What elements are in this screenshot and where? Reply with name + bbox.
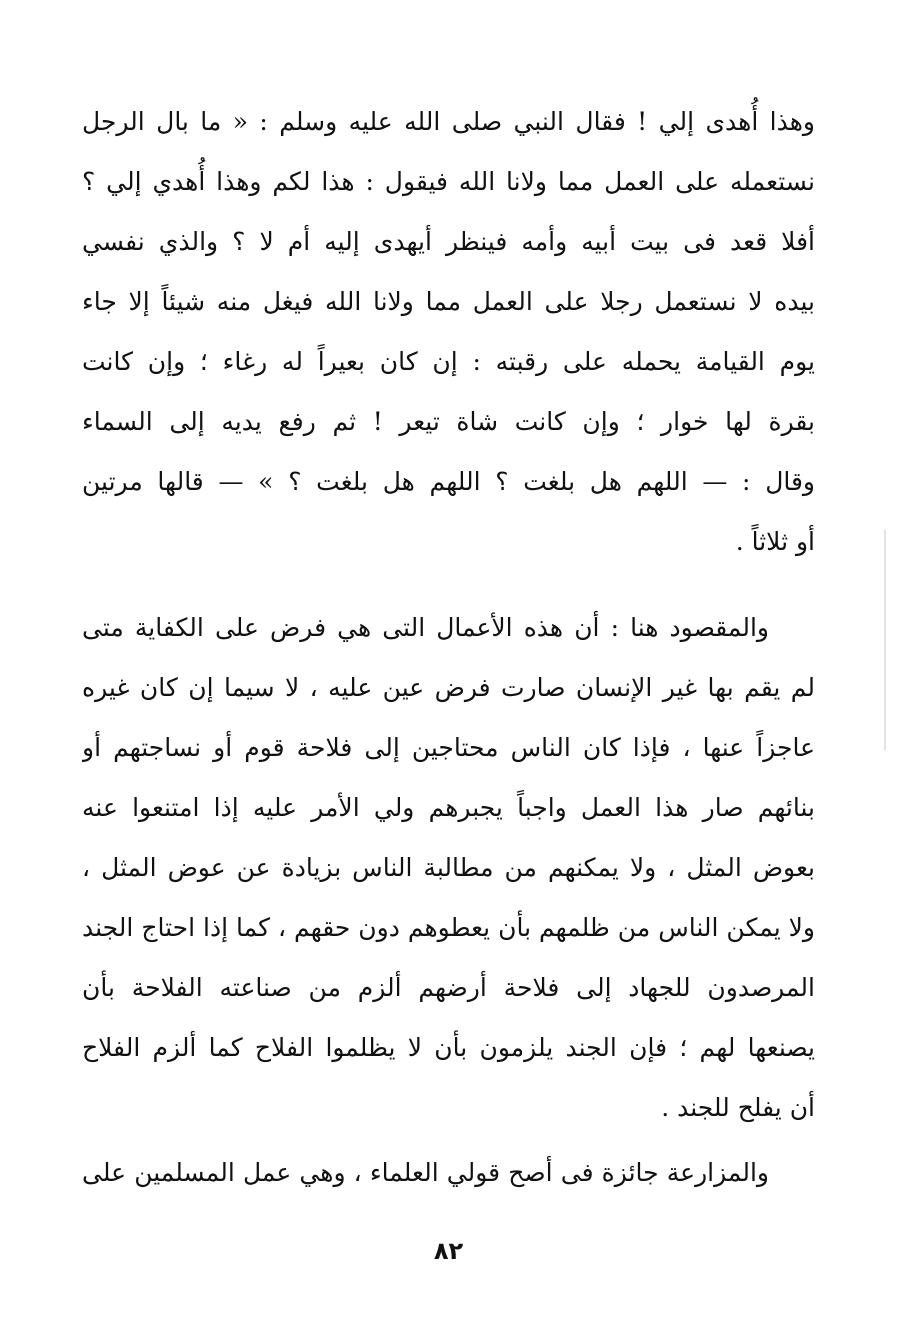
text-line: أو ثلاثاً . [735, 527, 815, 556]
text-line: أن يفلح للجند . [661, 1093, 815, 1122]
text-line: وقال : — اللهم هل بلغت ؟ اللهم هل بلغت ؟ » — قالها مرتين [82, 467, 815, 496]
text-line: بنائهم صار هذا العمل واجباً يجبرهم ولي الأمر عليه إذا امتنعوا عنه [82, 793, 815, 822]
paragraph-muzaraa [82, 1143, 815, 1203]
text-line: نستعمله على العمل مما ولانا الله فيقول : هذا لكم وهذا أُهدي إلي ؟ [82, 167, 815, 196]
paragraph-hadith [82, 92, 815, 572]
text-line: لم يقم بها غير الإنسان صارت فرض عين عليه ، لا سيما إن كان غيره [82, 673, 815, 702]
text-line: عاجزاً عنها ، فإذا كان الناس محتاجين إلى فلاحة قوم أو نساجتهم أو [82, 733, 815, 762]
page-number: ٨٢ [433, 1237, 464, 1265]
text-line: بقرة لها خوار ؛ وإن كانت شاة تيعر ! ثم رفع يديه إلى السماء [82, 407, 815, 436]
text-line: وهذا أُهدى إلي ! فقال النبي صلى الله عليه وسلم : « ما بال الرجل [82, 107, 815, 136]
text-line: المرصدون للجهاد إلى فلاحة أرضهم ألزم من صناعته الفلاحة بأن [82, 973, 815, 1002]
text-line: أفلا قعد فى بيت أبيه وأمه فينظر أيهدى إليه أم لا ؟ والذي نفسي [82, 227, 815, 256]
text-line: ولا يمكن الناس من ظلمهم بأن يعطوهم دون حقهم ، كما إذا احتاج الجند [82, 913, 815, 942]
text-line: يوم القيامة يحمله على رقبته : إن كان بعيراً له رغاء ؛ وإن كانت [82, 347, 815, 376]
scan-edge-mark [884, 530, 886, 750]
text-line: بعوض المثل ، ولا يمكنهم من مطالبة الناس بزيادة عن عوض المثل ، [82, 853, 815, 882]
text-line: والمقصود هنا : أن هذه الأعمال التى هي فرض على الكفاية متى [82, 613, 769, 642]
text-line: والمزارعة جائزة فى أصح قولي العلماء ، وهي عمل المسلمين على [82, 1158, 769, 1187]
paragraph-kifaya [82, 598, 815, 1138]
text-line: يصنعها لهم ؛ فإن الجند يلزمون بأن لا يظلموا الفلاح كما ألزم الفلاح [82, 1033, 815, 1062]
text-line: بيده لا نستعمل رجلا على العمل مما ولانا الله فيغل منه شيئاً إلا جاء [82, 287, 815, 316]
